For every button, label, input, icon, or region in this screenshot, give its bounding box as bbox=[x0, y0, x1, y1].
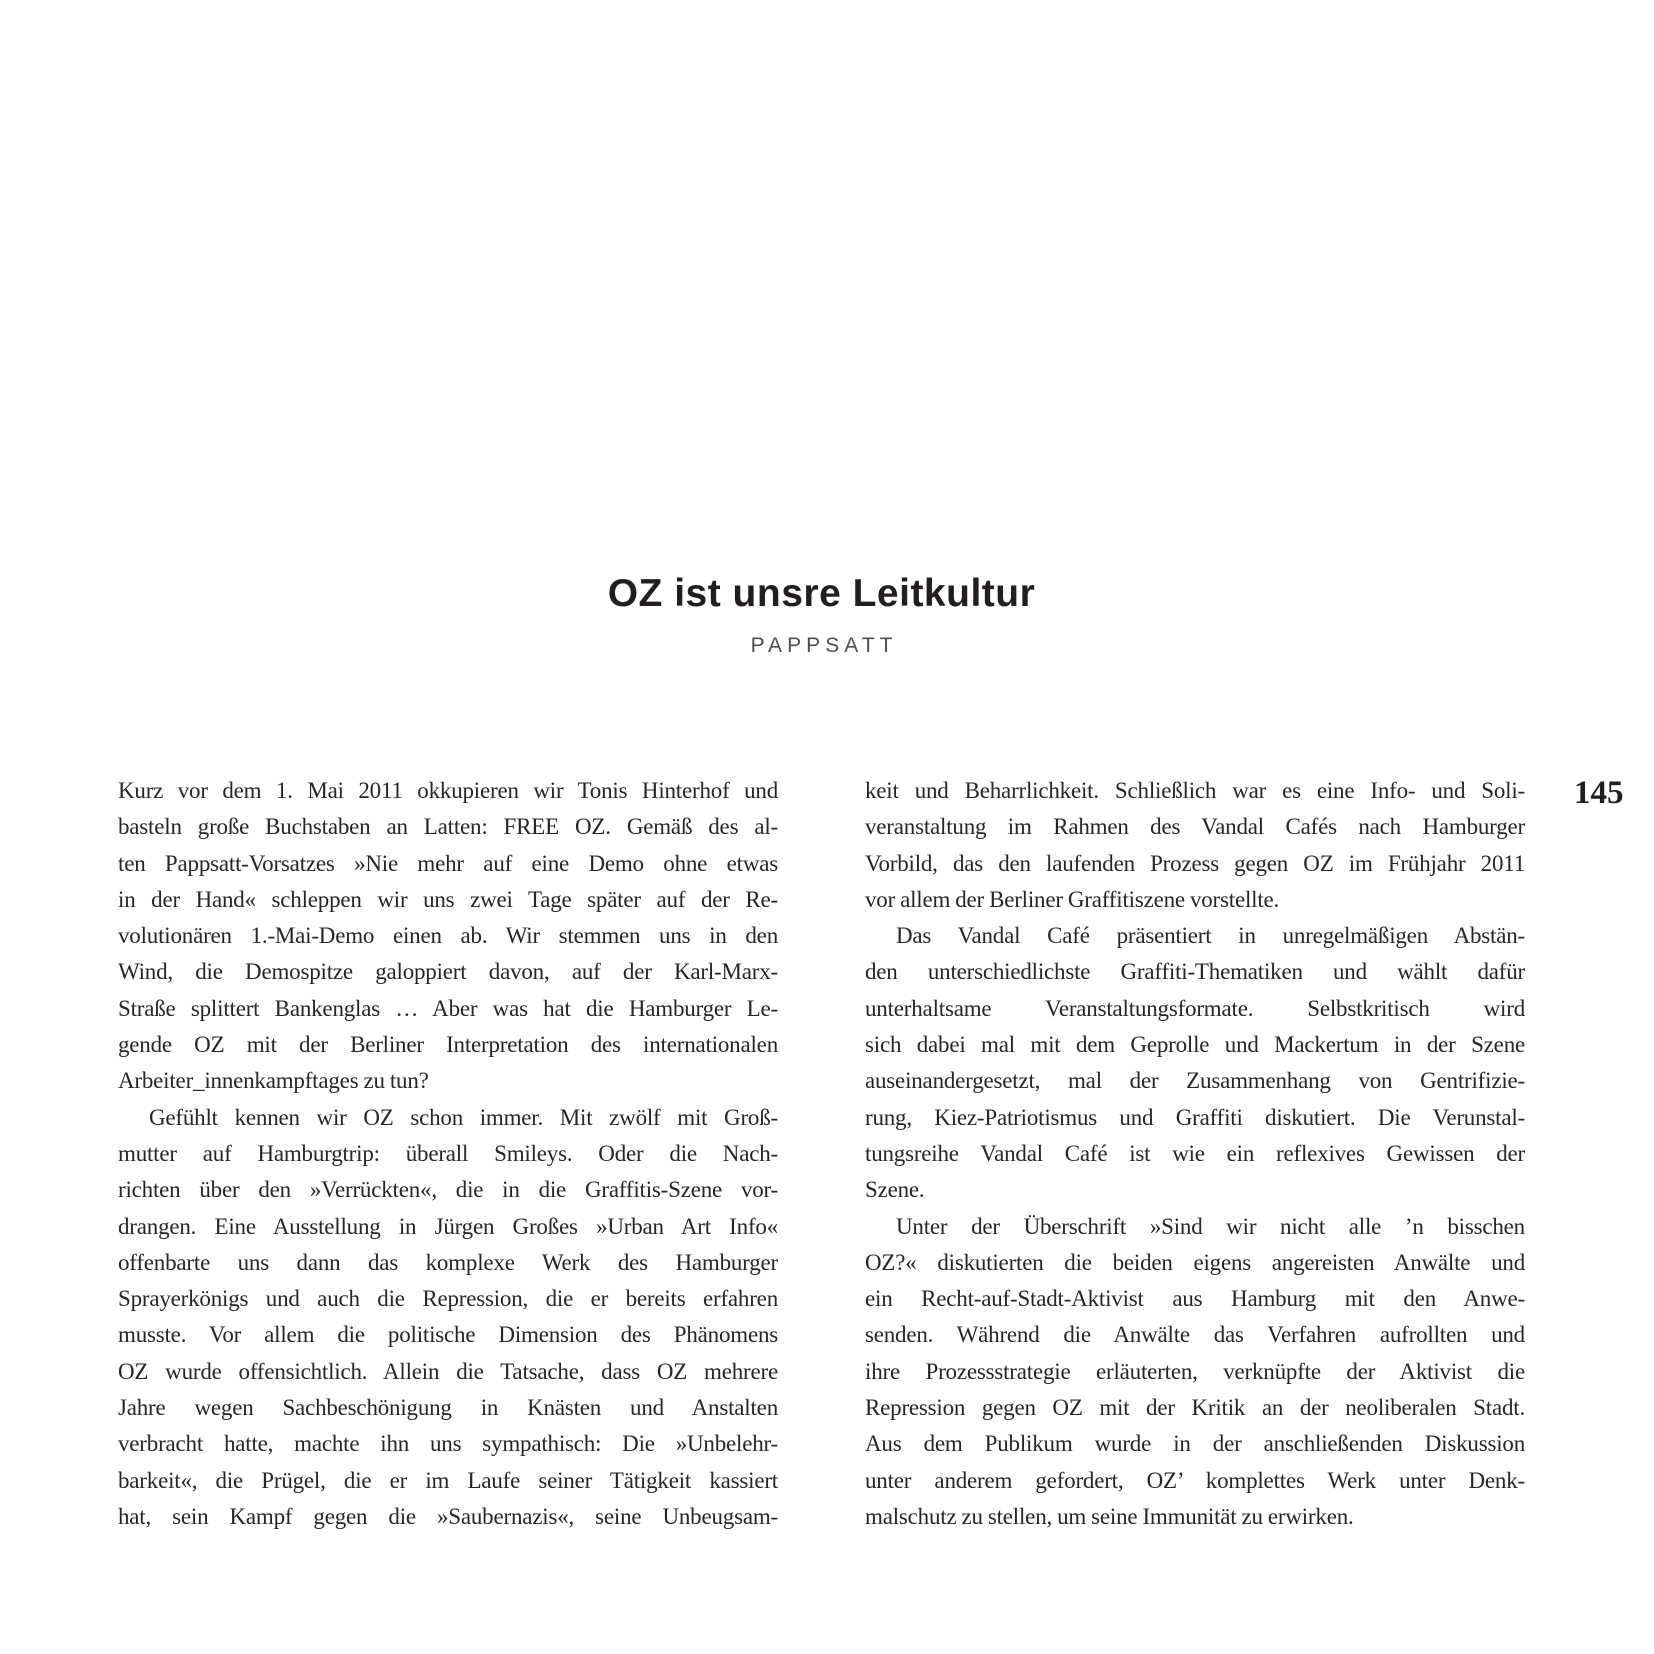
text-line: sich dabei mal mit dem Geprolle und Mackertum in der Szene bbox=[865, 1032, 1525, 1058]
text-line: verbracht hatte, machte ihn uns sympathisch: Die »Unbelehr- bbox=[118, 1431, 778, 1457]
text-line: tungsreihe Vandal Café ist wie ein reflexives Gewissen der bbox=[865, 1140, 1525, 1166]
text-line: Straße splittert Bankenglas … Aber was hat die Hamburger Le- bbox=[118, 995, 778, 1021]
text-line: vor allem der Berliner Graffitiszene vorstellte. bbox=[865, 886, 1280, 912]
text-line: ein Recht-auf-Stadt-Aktivist aus Hamburg mit den Anwe- bbox=[865, 1286, 1525, 1312]
text-line: den unterschiedlichste Graffiti-Thematiken und wählt dafür bbox=[865, 959, 1525, 985]
text-line: OZ wurde offensichtlich. Allein die Tatsache, dass OZ mehrere bbox=[118, 1358, 778, 1384]
text-line: drangen. Eine Ausstellung in Jürgen Großes »Urban Art Info« bbox=[118, 1213, 778, 1239]
text-line: Kurz vor dem 1. Mai 2011 okkupieren wir Tonis Hinterhof und bbox=[118, 778, 778, 803]
text-line: unterhaltsame Veranstaltungsformate. Selbstkritisch wird bbox=[865, 995, 1525, 1021]
text-line: offenbarte uns dann das komplexe Werk des Hamburger bbox=[118, 1249, 778, 1275]
text-line: Repression gegen OZ mit der Kritik an der neoliberalen Stadt. bbox=[865, 1395, 1525, 1421]
text-line: Wind, die Demospitze galoppiert davon, auf der Karl-Marx- bbox=[118, 959, 778, 985]
text-line: Gefühlt kennen wir OZ schon immer. Mit zwölf mit Groß- bbox=[149, 1104, 778, 1130]
text-line: Das Vandal Café präsentiert in unregelmäßigen Abstän- bbox=[896, 923, 1525, 949]
text-line: richten über den »Verrückten«, die in die Graffitis-Szene vor- bbox=[118, 1177, 778, 1203]
text-columns bbox=[118, 773, 1525, 1535]
text-line: Szene. bbox=[865, 1177, 925, 1203]
text-line: ihre Prozessstrategie erläuterten, verknüpfte der Aktivist die bbox=[865, 1358, 1525, 1384]
paragraph bbox=[118, 773, 778, 1100]
text-line: auseinandergesetzt, mal der Zusammenhang von Gentrifizie- bbox=[865, 1068, 1525, 1094]
page-number: 145 bbox=[1574, 775, 1624, 811]
text-line: Vorbild, das den laufenden Prozess gegen OZ im Frühjahr 2011 bbox=[865, 850, 1525, 876]
text-line: Sprayerkönigs und auch die Repression, die er bereits erfahren bbox=[118, 1286, 778, 1312]
text-line: ten Pappsatt-Vorsatzes »Nie mehr auf eine Demo ohne etwas bbox=[118, 850, 778, 876]
page-title: OZ ist unsre Leitkultur bbox=[607, 572, 1036, 616]
text-line: malschutz zu stellen, um seine Immunität zu erwirken. bbox=[865, 1503, 1354, 1529]
text-line: unter anderem gefordert, OZ’ komplettes Werk unter Denk- bbox=[865, 1467, 1525, 1493]
text-line: senden. Während die Anwälte das Verfahren aufrollten und bbox=[865, 1322, 1525, 1348]
text-line: in der Hand« schleppen wir uns zwei Tage später auf der Re- bbox=[118, 886, 778, 912]
text-line: basteln große Buchstaben an Latten: FREE OZ. Gemäß des al- bbox=[118, 814, 778, 840]
text-line: Arbeiter_innenkampftages zu tun? bbox=[118, 1068, 429, 1094]
paragraph bbox=[865, 918, 1525, 1208]
text-line: mutter auf Hamburgtrip: überall Smileys. Oder die Nach- bbox=[118, 1140, 778, 1166]
author-name: PAPPSATT bbox=[750, 634, 898, 657]
text-line: veranstaltung im Rahmen des Vandal Cafés nach Hamburger bbox=[865, 814, 1525, 840]
text-line: gende OZ mit der Berliner Interpretation des internationalen bbox=[118, 1032, 778, 1058]
text-line: hat, sein Kampf gegen die »Saubernazis«, seine Unbeugsam- bbox=[118, 1503, 778, 1529]
paragraph bbox=[865, 1209, 1525, 1536]
text-line: Jahre wegen Sachbeschönigung in Knästen und Anstalten bbox=[118, 1395, 778, 1421]
text-line: Unter der Überschrift »Sind wir nicht alle ’n bisschen bbox=[896, 1213, 1525, 1239]
paragraph bbox=[865, 773, 1525, 918]
text-line: rung, Kiez-Patriotismus und Graffiti diskutiert. Die Verunstal- bbox=[865, 1104, 1525, 1130]
text-column-right bbox=[865, 773, 1525, 1535]
text-line: keit und Beharrlichkeit. Schließlich war es eine Info- und Soli- bbox=[865, 778, 1525, 803]
text-column-left bbox=[118, 773, 778, 1535]
paragraph bbox=[118, 1100, 778, 1536]
text-line: musste. Vor allem die politische Dimension des Phänomens bbox=[118, 1322, 778, 1348]
text-line: barkeit«, die Prügel, die er im Laufe seiner Tätigkeit kassiert bbox=[118, 1467, 778, 1493]
text-line: OZ?« diskutierten die beiden eigens angereisten Anwälte und bbox=[865, 1249, 1525, 1275]
text-line: volutionären 1.-Mai-Demo einen ab. Wir stemmen uns in den bbox=[118, 923, 778, 949]
text-line: Aus dem Publikum wurde in der anschließenden Diskussion bbox=[865, 1431, 1525, 1457]
